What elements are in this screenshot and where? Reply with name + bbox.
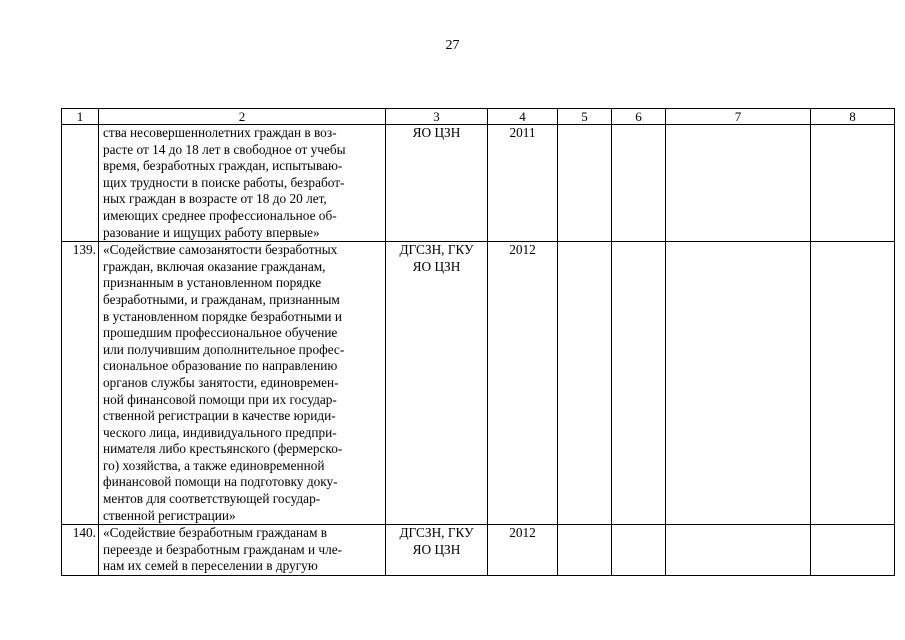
description-line: ственной регистрации» bbox=[103, 507, 236, 523]
empty-cell bbox=[811, 125, 895, 242]
col-header-8: 8 bbox=[811, 109, 895, 125]
table-row bbox=[62, 125, 895, 242]
description-line: нам их семей в переселении в другую bbox=[103, 558, 318, 574]
row-executor bbox=[386, 242, 488, 525]
empty-cell bbox=[666, 125, 811, 242]
empty-cell bbox=[612, 242, 666, 525]
row-description bbox=[99, 525, 386, 576]
description-line: ства несовершеннолетних граждан в воз- bbox=[103, 125, 337, 140]
empty-cell bbox=[558, 242, 612, 525]
row-executor bbox=[386, 125, 488, 242]
empty-cell bbox=[612, 525, 666, 576]
plan-table bbox=[61, 108, 895, 576]
row-year: 2012 bbox=[488, 525, 558, 576]
empty-cell bbox=[811, 242, 895, 525]
description-line: ческого лица, индивидуального предпри- bbox=[103, 424, 337, 440]
row-executor bbox=[386, 525, 488, 576]
col-header-2: 2 bbox=[99, 109, 386, 125]
description-line: щих трудности в поиске работы, безработ- bbox=[103, 174, 345, 190]
executor-line: ДГСЗН, ГКУ bbox=[399, 242, 474, 258]
empty-cell bbox=[612, 125, 666, 242]
description-line: граждан, включая оказание гражданам, bbox=[103, 258, 326, 274]
description-line: органов службы занятости, единовремен- bbox=[103, 374, 339, 390]
col-header-5: 5 bbox=[558, 109, 612, 125]
row-number bbox=[62, 125, 99, 242]
description-line: нимателя либо крестьянского (фермерско- bbox=[103, 441, 343, 457]
description-line: время, безработных граждан, испытываю- bbox=[103, 158, 343, 174]
row-number: 140. bbox=[62, 525, 99, 576]
description-line: переезде и безработным гражданам и чле- bbox=[103, 541, 343, 557]
row-year: 2012 bbox=[488, 242, 558, 525]
empty-cell bbox=[666, 242, 811, 525]
description-line: ментов для соответствующей государ- bbox=[103, 491, 321, 507]
col-header-6: 6 bbox=[612, 109, 666, 125]
description-line: прошедшим профессиональное обучение bbox=[103, 325, 338, 341]
row-year: 2011 bbox=[488, 125, 558, 242]
description-line: «Содействие безработным гражданам в bbox=[103, 525, 328, 541]
description-line: ной финансовой помощи при их государ- bbox=[103, 391, 337, 407]
col-header-7: 7 bbox=[666, 109, 811, 125]
executor-line: ДГСЗН, ГКУ bbox=[399, 525, 474, 541]
description-line: ственной регистрации в качестве юриди- bbox=[103, 408, 336, 424]
row-description bbox=[99, 125, 386, 242]
description-line: финансовой помощи на подготовку доку- bbox=[103, 474, 338, 490]
description-line: имеющих среднее профессиональное об- bbox=[103, 207, 337, 223]
description-line: или получившим дополнительное профес- bbox=[103, 341, 345, 357]
row-description bbox=[99, 242, 386, 525]
description-line: безработными, и гражданам, признанным bbox=[103, 291, 340, 307]
table-row bbox=[62, 242, 895, 525]
empty-cell bbox=[558, 525, 612, 576]
empty-cell bbox=[811, 525, 895, 576]
description-line: «Содействие самозанятости безработных bbox=[103, 242, 338, 258]
description-line: признанным в установленном порядке bbox=[103, 275, 322, 291]
description-line: расте от 14 до 18 лет в свободное от учебы bbox=[103, 141, 346, 157]
page-number: 27 bbox=[445, 38, 460, 53]
empty-cell bbox=[558, 125, 612, 242]
description-line: в установленном порядке безработными и bbox=[103, 308, 342, 324]
table-row bbox=[62, 525, 895, 576]
description-line: ных граждан в возрасте от 18 до 20 лет, bbox=[103, 191, 327, 207]
col-header-1: 1 bbox=[62, 109, 99, 125]
header-row bbox=[62, 109, 895, 125]
description-line: го) хозяйства, а также единовременной bbox=[103, 457, 325, 473]
description-line: разование и ищущих работу впервые» bbox=[103, 224, 320, 240]
row-number: 139. bbox=[62, 242, 99, 525]
description-line: сиональное образование по направлению bbox=[103, 358, 338, 374]
executor-line: ЯО ЦЗН bbox=[412, 258, 461, 274]
executor-line: ЯО ЦЗН bbox=[412, 125, 461, 140]
col-header-4: 4 bbox=[488, 109, 558, 125]
col-header-3: 3 bbox=[386, 109, 488, 125]
executor-line: ЯО ЦЗН bbox=[412, 541, 461, 557]
empty-cell bbox=[666, 525, 811, 576]
